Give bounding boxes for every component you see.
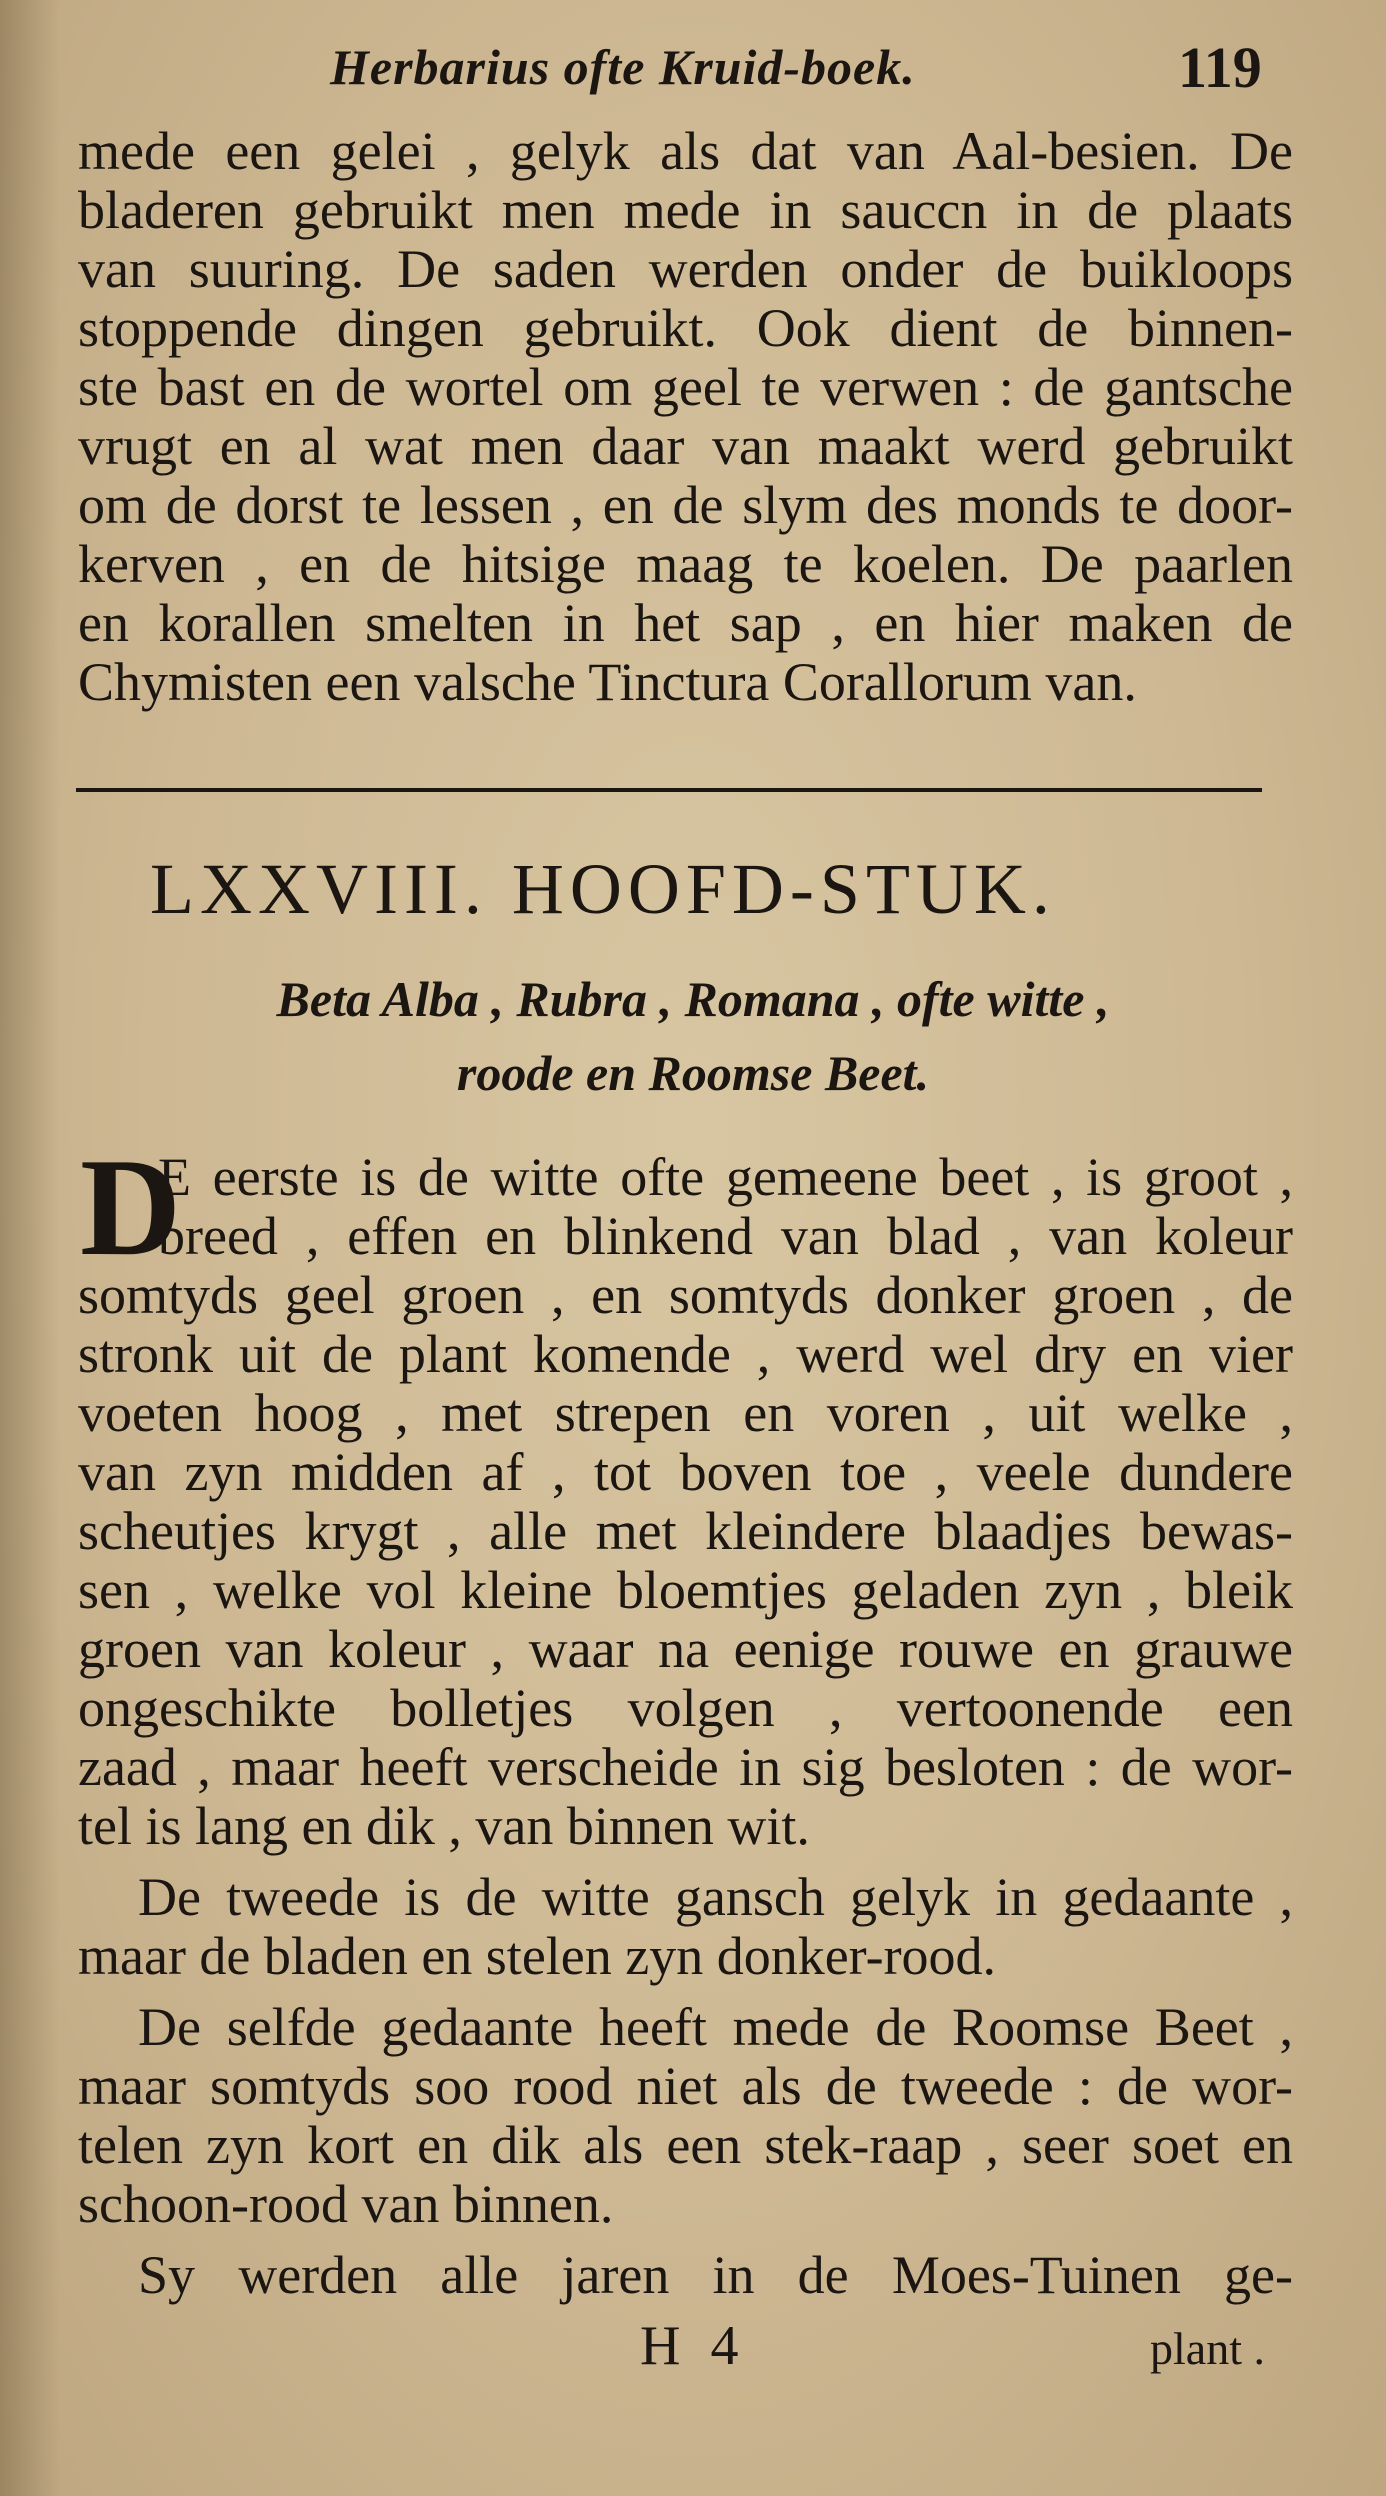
text-line: sen , welke vol kleine bloemtjes geladen zyn , bleik — [78, 1560, 1293, 1620]
text-line: scheutjes krygt , alle met kleindere blaadjes bewas- — [78, 1501, 1293, 1561]
text-line: groen van koleur , waar na eenige rouwe en grauwe — [78, 1619, 1293, 1679]
text-line: E eerste is de witte ofte gemeene beet , is groot , — [158, 1147, 1293, 1207]
signature-mark: H 4 — [640, 2315, 747, 2377]
text-line: zaad , maar heeft verscheide in sig besloten : de wor- — [78, 1737, 1293, 1797]
text-line: De tweede is de witte gansch gelyk in gedaante , — [138, 1867, 1293, 1927]
running-head: Herbarius ofte Kruid-boek. — [330, 39, 916, 95]
text-line: De selfde gedaante heeft mede de Roomse Beet , — [138, 1997, 1293, 2057]
chapter-heading: LXXVIII. HOOFD-STUK. — [150, 849, 1056, 929]
text-line: maar de bladen en stelen zyn donker-rood. — [78, 1926, 997, 1986]
text-line: bladeren gebruikt men mede in sauccn in de plaats — [78, 180, 1293, 240]
subtitle-line: roode en Roomse Beet. — [456, 1045, 930, 1101]
text-line: maar somtyds soo rood niet als de tweede : de wor- — [78, 2056, 1293, 2116]
text-line: en korallen smelten in het sap , en hier maken de — [78, 593, 1293, 653]
text-line: van zyn midden af , tot boven toe , veele dundere — [78, 1442, 1293, 1502]
text-line: schoon-rood van binnen. — [78, 2174, 614, 2234]
text-line: vrugt en al wat men daar van maakt werd gebruikt — [78, 416, 1293, 476]
text-line: Chymisten een valsche Tinctura Corallorum van. — [78, 652, 1137, 712]
drop-cap: D — [80, 1130, 182, 1285]
text-line: van suuring. De saden werden onder de buikloops — [78, 239, 1293, 299]
text-line: ste bast en de wortel om geel te verwen : de gantsche — [78, 357, 1293, 417]
catchword: plant . — [1150, 2323, 1265, 2374]
text-line: stoppende dingen gebruikt. Ook dient de binnen- — [78, 298, 1293, 358]
text-line: kerven , en de hitsige maag te koelen. De paarlen — [78, 534, 1293, 594]
text-line: ongeschikte bolletjes volgen , vertoonende een — [78, 1678, 1293, 1738]
page-edge-shadow — [0, 0, 60, 2496]
text-line: telen zyn kort en dik als een stek-raap , seer soet en — [78, 2115, 1293, 2175]
text-line: stronk uit de plant komende , werd wel dry en vier — [78, 1324, 1293, 1384]
text-line: Sy werden alle jaren in de Moes-Tuinen ge- — [138, 2245, 1293, 2305]
text-line: voeten hoog , met strepen en voren , uit welke , — [78, 1383, 1293, 1443]
text-line: somtyds geel groen , en somtyds donker groen , de — [78, 1265, 1293, 1325]
text-line: mede een gelei , gelyk als dat van Aal-besien. De — [78, 121, 1293, 181]
chapter-subtitle — [0, 962, 1386, 1110]
text-line: om de dorst te lessen , en de slym des monds te door- — [78, 475, 1293, 535]
section-divider — [76, 788, 1262, 792]
subtitle-line: Beta Alba , Rubra , Romana , ofte witte , — [276, 971, 1110, 1027]
body-paragraph-1 — [78, 1130, 1293, 2305]
text-line: breed , effen en blinkend van blad , van koleur — [158, 1206, 1293, 1266]
page-number: 119 — [1178, 35, 1262, 100]
top-paragraph — [78, 122, 1293, 712]
text-line: tel is lang en dik , van binnen wit. — [78, 1796, 810, 1856]
